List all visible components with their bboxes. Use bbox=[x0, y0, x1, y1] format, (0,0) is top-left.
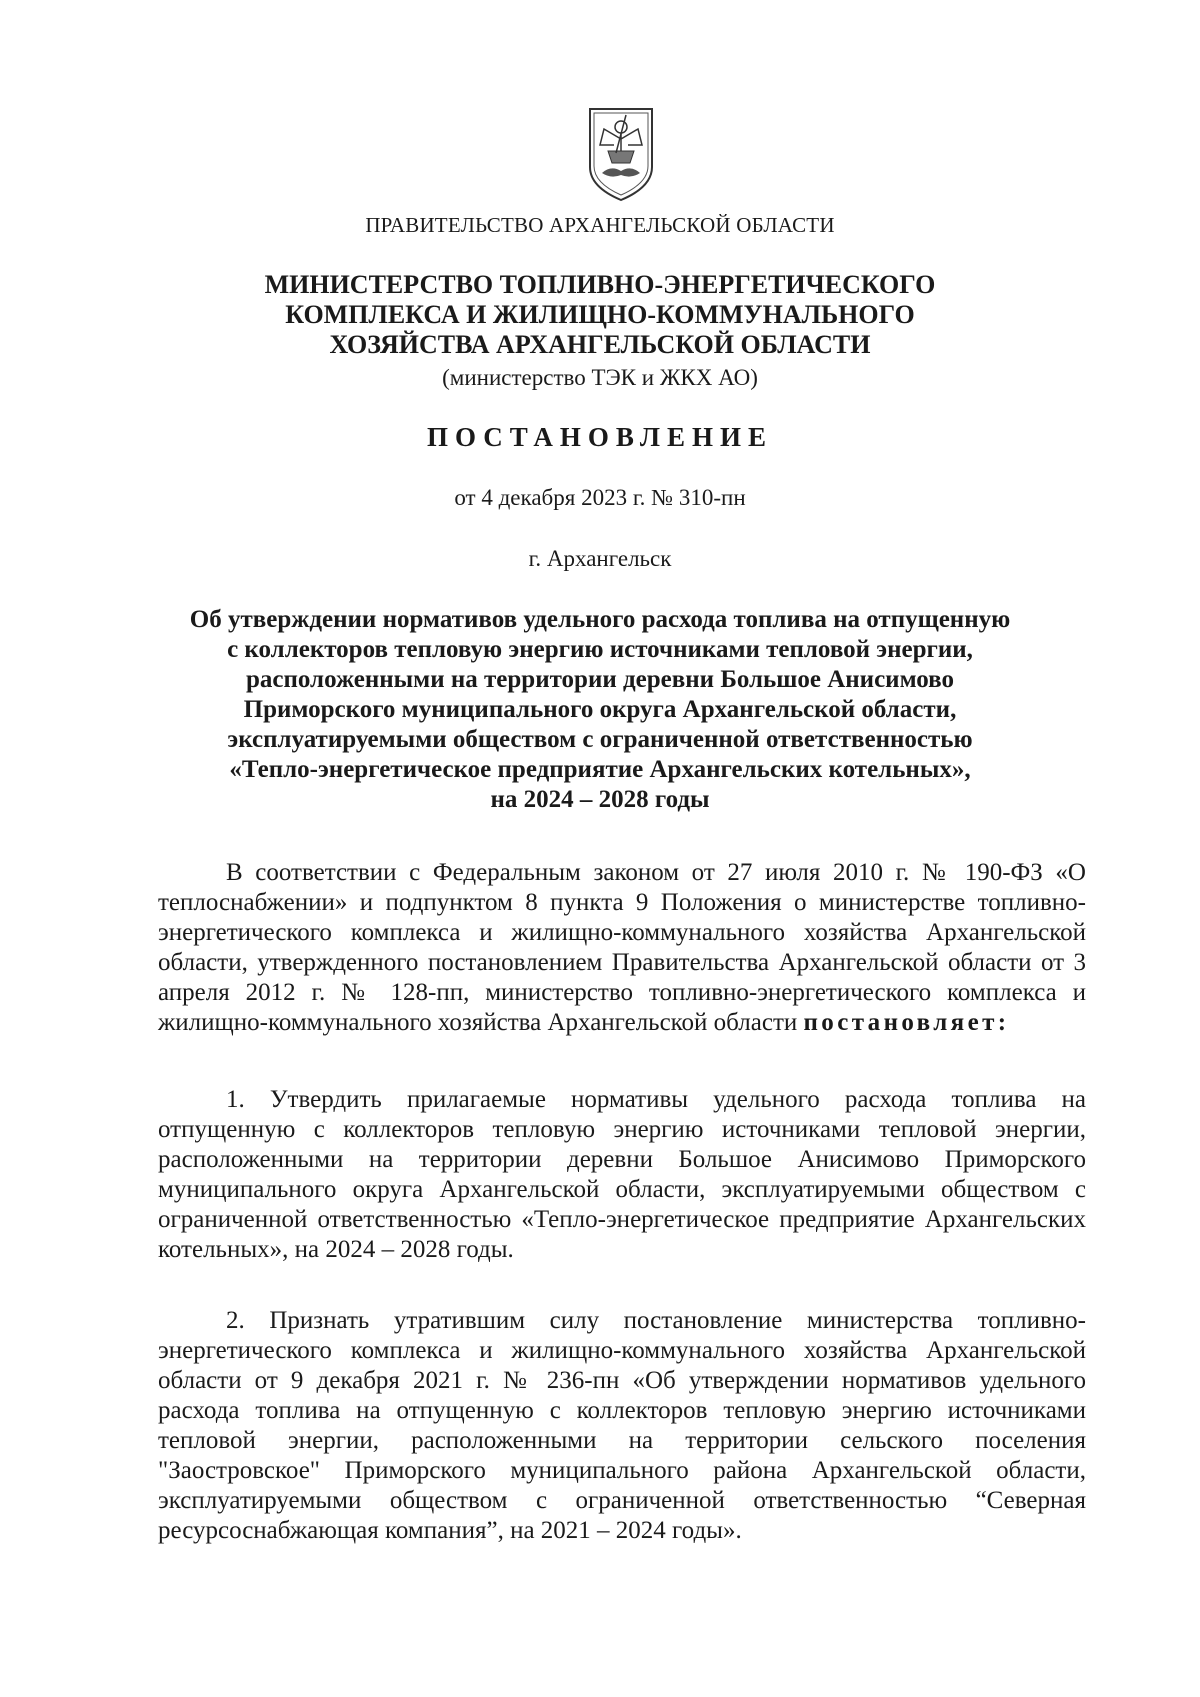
resolves-word: постановляет bbox=[803, 1009, 998, 1036]
title-line: Об утверждении нормативов удельного расхода топлива на отпущенную bbox=[189, 606, 1011, 633]
clause-2-paragraph: 2. Признать утратившим силу постановление министерства топливно-энергетического комплекса и жилищно-коммунального хозяйства Архангельской области от 9 декабря 2021 г. № 236-пн «Об утверждении нормативов удельного расхода топлива на отпущенную с коллекторов тепловую энергию источниками тепловой энергии, расположенными на территории сельского поселения "Заостровское" Приморского муниципального района Архангельской области, эксплуатируемыми обществом с ограниченной ответственностью “Северная ресурсоснабжающая компания”, на 2021 – 2024 годы». bbox=[158, 1307, 1086, 1544]
document-title bbox=[0, 605, 1200, 815]
ministry-name bbox=[0, 270, 1200, 360]
ministry-name-line: КОМПЛЕКСА И ЖИЛИЩНО-КОММУНАЛЬНОГО bbox=[285, 300, 915, 329]
resolves-colon: : bbox=[997, 1009, 1010, 1036]
government-name: ПРАВИТЕЛЬСТВО АРХАНГЕЛЬСКОЙ ОБЛАСТИ bbox=[365, 213, 835, 237]
title-line: расположенными на территории деревни Большое Анисимово bbox=[245, 666, 954, 693]
ministry-name-line: МИНИСТЕРСТВО ТОПЛИВНО-ЭНЕРГЕТИЧЕСКОГО bbox=[264, 270, 936, 299]
document-type: ПОСТАНОВЛЕНИЕ bbox=[426, 422, 774, 452]
title-line: на 2024 – 2028 годы bbox=[490, 786, 710, 813]
title-line: «Тепло-энергетическое предприятие Архангельских котельных», bbox=[229, 756, 971, 783]
ministry-name-line: ХОЗЯЙСТВА АРХАНГЕЛЬСКОЙ ОБЛАСТИ bbox=[329, 330, 871, 359]
coat-of-arms-icon bbox=[586, 105, 656, 203]
clause-1-paragraph: 1. Утвердить прилагаемые нормативы удельного расхода топлива на отпущенную с коллекторов тепловую энергию источниками тепловой энергии, расположенными на территории деревни Большое Анисимово Приморского муниципального округа Архангельской области, эксплуатируемыми обществом с ограниченной ответственностью «Тепло-энергетическое предприятие Архангельских котельных», на 2024 – 2028 годы. bbox=[158, 1086, 1086, 1263]
preamble-paragraph bbox=[158, 858, 1086, 1038]
document-city: г. Архангельск bbox=[528, 546, 672, 571]
ministry-short-name: (министерство ТЭК и ЖКХ АО) bbox=[442, 365, 758, 390]
document-date-number: от 4 декабря 2023 г. № 310-пн bbox=[454, 485, 746, 510]
title-line: Приморского муниципального округа Архангельской области, bbox=[243, 696, 957, 723]
title-line: с коллекторов тепловую энергию источниками тепловой энергии, bbox=[227, 636, 973, 663]
title-line: эксплуатируемыми обществом с ограниченной ответственностью bbox=[227, 726, 973, 753]
preamble-text: В соответствии с Федеральным законом от 27 июля 2010 г. № 190-ФЗ «О теплоснабжении» и подпунктом 8 пункта 9 Положения о министерстве топливно-энергетического комплекса и жилищно-коммунального хозяйства Архангельской области, утвержденного постановлением Правительства Архангельской области от 3 апреля 2012 г. № 128-пп, министерство топливно-энергетического комплекса и жилищно-коммунального хозяйства Архангельской области bbox=[158, 859, 1086, 1036]
